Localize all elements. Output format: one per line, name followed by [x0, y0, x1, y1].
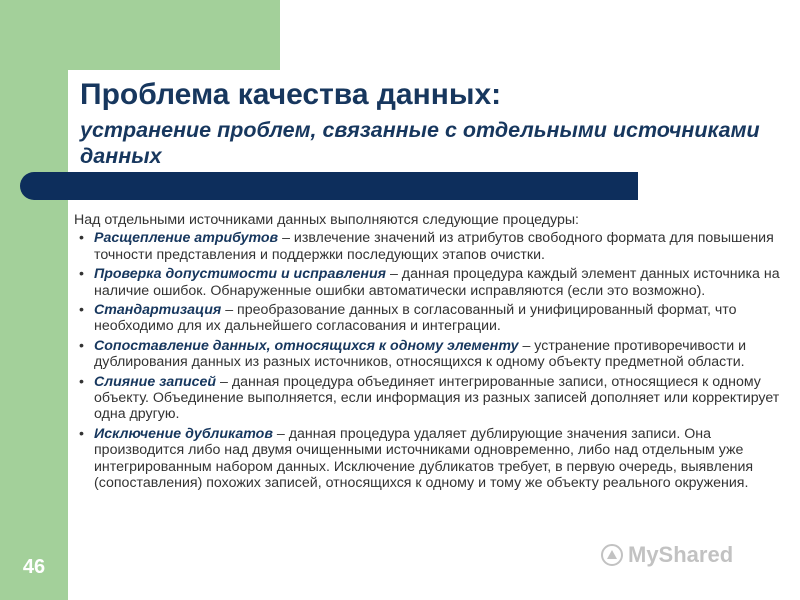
- item-text: – данная процедура объединяет интегрированные записи, относящиеся к одному объекту. Объединение выполняется, если информация из разных записей дополняет или корректирует одна другую.: [94, 373, 780, 423]
- item-term: Исключение дубликатов: [94, 425, 273, 442]
- item-term: Слияние записей: [94, 373, 217, 390]
- item-text: – данная процедура каждый элемент данных источника на наличие ошибок. Обнаруженные ошибки автоматически исправляются (если это возможно).: [94, 266, 780, 299]
- item-term: Сопоставление данных, относящихся к одному элементу: [94, 337, 519, 354]
- left-decor-band: [0, 0, 68, 600]
- bullet-icon: •: [79, 425, 84, 442]
- bullet-icon: •: [79, 337, 84, 354]
- item-text: – извлечение значений из атрибутов свободного формата для повышения точности представления и поддержки последующих этапов очистки.: [94, 230, 774, 263]
- item-text: – данная процедура удаляет дублирующие значения записи. Она производится либо над двумя очищенными источниками одновременно, либо над отдельным уже интегрированным набором данных. Исключение дубликатов требует, в первую очередь, выявления (сопоставления) похожих записей, относящихся к одному и тому же объекту реального окружения.: [94, 425, 754, 492]
- watermark-text: MyShared: [628, 542, 734, 567]
- intro-text: Над отдельными источниками данных выполняются следующие процедуры:: [74, 212, 579, 228]
- list-item: [74, 338, 796, 371]
- item-term: Расщепление атрибутов: [94, 230, 279, 247]
- title-underline-bar: [20, 172, 638, 200]
- list-item: [74, 266, 796, 299]
- watermark: [600, 540, 770, 570]
- item-term: Стандартизация: [94, 302, 222, 319]
- bullet-icon: •: [79, 373, 84, 390]
- page-number: 46: [22, 556, 46, 578]
- bullet-icon: •: [79, 266, 84, 283]
- item-text: – преобразование данных в согласованный и унифицированный формат, что необходимо для их дальнейшего согласования и интеграции.: [94, 302, 737, 335]
- item-term: Проверка допустимости и исправления: [94, 266, 387, 283]
- watermark-logo-icon: [600, 543, 624, 567]
- slide-title: Проблема качества данных:: [80, 78, 502, 111]
- list-item: [74, 302, 796, 335]
- bullet-icon: •: [79, 230, 84, 247]
- list-item: [74, 426, 796, 492]
- procedure-list: [74, 230, 796, 491]
- slide-subtitle: устранение проблем, связанные с отдельными источниками данных: [80, 118, 760, 168]
- list-item: [74, 230, 796, 263]
- bullet-icon: •: [79, 302, 84, 319]
- item-text: – устранение противоречивости и дублирования данных из разных источников, относящихся к одному объекту предметной области.: [94, 337, 747, 371]
- top-decor-block: [68, 0, 280, 70]
- slide-content: [74, 212, 796, 495]
- list-item: [74, 374, 796, 423]
